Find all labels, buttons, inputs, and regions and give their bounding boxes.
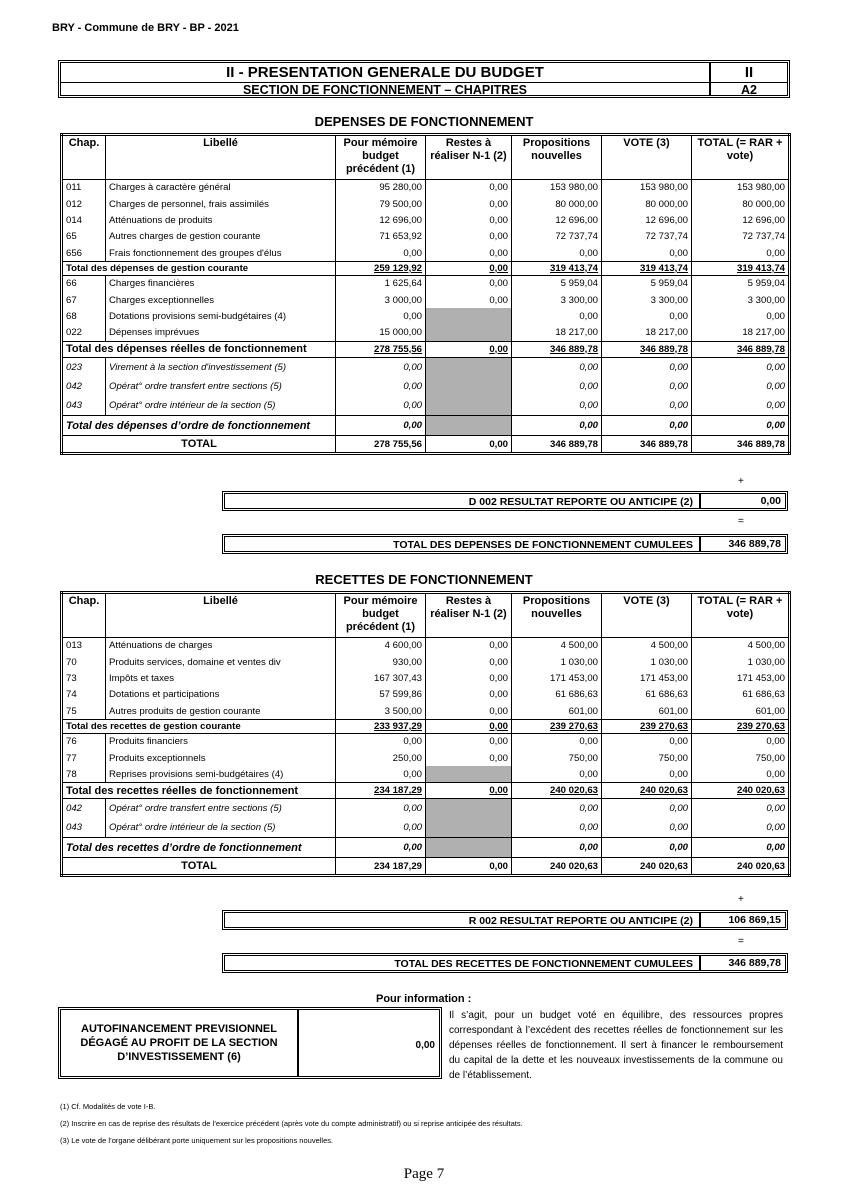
restes-value bbox=[426, 325, 512, 341]
restes-value bbox=[426, 838, 512, 858]
restes-value: 0,00 bbox=[426, 275, 512, 291]
memoire-value: 3 500,00 bbox=[336, 703, 426, 719]
propositions-value: 61 686,63 bbox=[512, 687, 602, 703]
total-row bbox=[62, 838, 790, 858]
title-code-1: II bbox=[711, 63, 787, 83]
vote-value: 80 000,00 bbox=[602, 196, 692, 212]
total-value: 0,00 bbox=[692, 396, 790, 416]
memoire-value: 79 500,00 bbox=[336, 196, 426, 212]
propositions-value: 240 020,63 bbox=[512, 783, 602, 799]
total-row bbox=[62, 719, 790, 733]
equals-sign: = bbox=[738, 516, 744, 527]
vote-value: 0,00 bbox=[602, 733, 692, 749]
chapter-code: 043 bbox=[62, 396, 106, 416]
table-row bbox=[62, 703, 790, 719]
table-row bbox=[62, 357, 790, 377]
total-value: 171 453,00 bbox=[692, 670, 790, 686]
vote-value: 346 889,78 bbox=[602, 341, 692, 357]
memoire-value: 57 599,86 bbox=[336, 687, 426, 703]
chapter-code: 013 bbox=[62, 638, 106, 654]
propositions-value: 18 217,00 bbox=[512, 325, 602, 341]
memoire-value: 0,00 bbox=[336, 377, 426, 397]
r002-box bbox=[222, 910, 788, 930]
chapter-code: 75 bbox=[62, 703, 106, 719]
propositions-value: 346 889,78 bbox=[512, 341, 602, 357]
vote-value: 0,00 bbox=[602, 245, 692, 261]
row-label: Autres charges de gestion courante bbox=[106, 229, 336, 245]
chapter-code: 67 bbox=[62, 292, 106, 308]
total-value: 240 020,63 bbox=[692, 858, 790, 876]
row-label: Virement à la section d'investissement (5) bbox=[106, 357, 336, 377]
table-row bbox=[62, 687, 790, 703]
total-value: 0,00 bbox=[692, 838, 790, 858]
restes-value: 0,00 bbox=[426, 229, 512, 245]
propositions-value: 0,00 bbox=[512, 308, 602, 324]
propositions-value: 0,00 bbox=[512, 416, 602, 436]
propositions-value: 240 020,63 bbox=[512, 858, 602, 876]
chapter-code: 77 bbox=[62, 750, 106, 766]
restes-value bbox=[426, 799, 512, 819]
memoire-value: 278 755,56 bbox=[336, 436, 426, 454]
memoire-value: 930,00 bbox=[336, 654, 426, 670]
table-row bbox=[62, 799, 790, 819]
depenses-table bbox=[60, 133, 791, 455]
row-label: Opérat° ordre intérieur de la section (5) bbox=[106, 818, 336, 838]
vote-value: 0,00 bbox=[602, 396, 692, 416]
total-label: Total des dépenses réelles de fonctionnement bbox=[62, 341, 336, 357]
memoire-value: 0,00 bbox=[336, 396, 426, 416]
memoire-value: 0,00 bbox=[336, 799, 426, 819]
chapter-code: 74 bbox=[62, 687, 106, 703]
restes-value: 0,00 bbox=[426, 733, 512, 749]
vote-value: 3 300,00 bbox=[602, 292, 692, 308]
recettes-cumul-label: TOTAL DES RECETTES DE FONCTIONNEMENT CUMULEES bbox=[394, 958, 693, 970]
row-label: Charges exceptionnelles bbox=[106, 292, 336, 308]
memoire-value: 0,00 bbox=[336, 416, 426, 436]
row-label: Atténuations de produits bbox=[106, 212, 336, 228]
header-restes: Restes à réaliser N-1 (2) bbox=[426, 593, 512, 638]
vote-value: 72 737,74 bbox=[602, 229, 692, 245]
title-box bbox=[58, 60, 790, 98]
propositions-value: 4 500,00 bbox=[512, 638, 602, 654]
memoire-value: 71 653,92 bbox=[336, 229, 426, 245]
header-total: TOTAL (= RAR + vote) bbox=[692, 135, 790, 180]
row-label: Autres produits de gestion courante bbox=[106, 703, 336, 719]
vote-value: 319 413,74 bbox=[602, 261, 692, 275]
total-label: Total des recettes réelles de fonctionnement bbox=[62, 783, 336, 799]
table-row bbox=[62, 292, 790, 308]
restes-value bbox=[426, 766, 512, 782]
table-row bbox=[62, 638, 790, 654]
memoire-value: 167 307,43 bbox=[336, 670, 426, 686]
propositions-value: 5 959,04 bbox=[512, 275, 602, 291]
restes-value bbox=[426, 416, 512, 436]
information-title: Pour information : bbox=[376, 993, 472, 1005]
memoire-value: 95 280,00 bbox=[336, 180, 426, 196]
autofinancement-box bbox=[58, 1007, 442, 1079]
header-row bbox=[62, 593, 790, 638]
plus-sign: + bbox=[738, 476, 744, 487]
d002-label: D 002 RESULTAT REPORTE OU ANTICIPE (2) bbox=[468, 496, 693, 508]
chapter-code: 656 bbox=[62, 245, 106, 261]
table-row bbox=[62, 212, 790, 228]
chapter-code: 014 bbox=[62, 212, 106, 228]
restes-value: 0,00 bbox=[426, 436, 512, 454]
memoire-value: 234 187,29 bbox=[336, 858, 426, 876]
total-value: 0,00 bbox=[692, 245, 790, 261]
memoire-value: 0,00 bbox=[336, 818, 426, 838]
chapter-code: 66 bbox=[62, 275, 106, 291]
memoire-value: 234 187,29 bbox=[336, 783, 426, 799]
propositions-value: 750,00 bbox=[512, 750, 602, 766]
row-label: Impôts et taxes bbox=[106, 670, 336, 686]
header-vote: VOTE (3) bbox=[602, 135, 692, 180]
page-number: Page 7 bbox=[403, 1166, 445, 1182]
memoire-value: 0,00 bbox=[336, 838, 426, 858]
vote-value: 0,00 bbox=[602, 377, 692, 397]
table-row bbox=[62, 308, 790, 324]
chapter-code: 68 bbox=[62, 308, 106, 324]
vote-value: 240 020,63 bbox=[602, 783, 692, 799]
restes-value: 0,00 bbox=[426, 245, 512, 261]
propositions-value: 3 300,00 bbox=[512, 292, 602, 308]
propositions-value: 72 737,74 bbox=[512, 229, 602, 245]
restes-value bbox=[426, 396, 512, 416]
total-value: 0,00 bbox=[692, 416, 790, 436]
total-value: 1 030,00 bbox=[692, 654, 790, 670]
propositions-value: 0,00 bbox=[512, 245, 602, 261]
restes-value: 0,00 bbox=[426, 341, 512, 357]
restes-value: 0,00 bbox=[426, 719, 512, 733]
propositions-value: 0,00 bbox=[512, 838, 602, 858]
memoire-value: 12 696,00 bbox=[336, 212, 426, 228]
vote-value: 0,00 bbox=[602, 838, 692, 858]
chapter-code: 76 bbox=[62, 733, 106, 749]
restes-value: 0,00 bbox=[426, 196, 512, 212]
total-value: 346 889,78 bbox=[692, 436, 790, 454]
vote-value: 171 453,00 bbox=[602, 670, 692, 686]
row-label: Produits services, domaine et ventes div bbox=[106, 654, 336, 670]
footnote: (3) Le vote de l’organe délibérant porte uniquement sur les propositions nouvelles. bbox=[60, 1136, 334, 1145]
recettes-cumul-box bbox=[222, 953, 788, 973]
total-value: 18 217,00 bbox=[692, 325, 790, 341]
vote-value: 61 686,63 bbox=[602, 687, 692, 703]
depenses-cumul-box bbox=[222, 534, 788, 554]
information-text: Il s’agit, pour un budget voté en équilibre, des ressources propres correspondant à l’excédent des recettes réelles de fonctionnement sur les dépenses réelles de fonctionnement. Il sert à financer le remboursement du capital de la dette et les nouveaux investissements de la commune ou de l’établissement. bbox=[449, 1010, 783, 1081]
propositions-value: 0,00 bbox=[512, 733, 602, 749]
grand-total-row bbox=[62, 858, 790, 876]
restes-value bbox=[426, 818, 512, 838]
vote-value: 750,00 bbox=[602, 750, 692, 766]
row-label: Reprises provisions semi-budgétaires (4) bbox=[106, 766, 336, 782]
total-value: 0,00 bbox=[692, 357, 790, 377]
table-row bbox=[62, 325, 790, 341]
restes-value: 0,00 bbox=[426, 261, 512, 275]
total-value: 240 020,63 bbox=[692, 783, 790, 799]
r002-label: R 002 RESULTAT REPORTE OU ANTICIPE (2) bbox=[468, 915, 693, 927]
total-label: Total des recettes d’ordre de fonctionnement bbox=[62, 838, 336, 858]
total-label: Total des dépenses de gestion courante bbox=[62, 261, 336, 275]
table-row bbox=[62, 377, 790, 397]
recettes-table bbox=[60, 591, 791, 877]
recettes-cumul-value: 346 889,78 bbox=[699, 956, 785, 970]
chapter-code: 70 bbox=[62, 654, 106, 670]
restes-value: 0,00 bbox=[426, 292, 512, 308]
total-value: 153 980,00 bbox=[692, 180, 790, 196]
restes-value bbox=[426, 377, 512, 397]
header-chap: Chap. bbox=[62, 135, 106, 180]
recettes-title: RECETTES DE FONCTIONNEMENT bbox=[315, 572, 533, 587]
total-value: 0,00 bbox=[692, 818, 790, 838]
sub-title: SECTION DE FONCTIONNEMENT – CHAPITRES bbox=[242, 83, 528, 97]
chapter-code: 042 bbox=[62, 799, 106, 819]
restes-value: 0,00 bbox=[426, 750, 512, 766]
memoire-value: 0,00 bbox=[336, 245, 426, 261]
depenses-title: DEPENSES DE FONCTIONNEMENT bbox=[314, 114, 534, 129]
total-value: 12 696,00 bbox=[692, 212, 790, 228]
propositions-value: 12 696,00 bbox=[512, 212, 602, 228]
propositions-value: 171 453,00 bbox=[512, 670, 602, 686]
vote-value: 0,00 bbox=[602, 308, 692, 324]
table-row bbox=[62, 654, 790, 670]
vote-value: 5 959,04 bbox=[602, 275, 692, 291]
total-value: 0,00 bbox=[692, 308, 790, 324]
vote-value: 0,00 bbox=[602, 799, 692, 819]
vote-value: 0,00 bbox=[602, 416, 692, 436]
table-row bbox=[62, 196, 790, 212]
header-memoire: Pour mémoire budget précédent (1) bbox=[336, 593, 426, 638]
table-row bbox=[62, 245, 790, 261]
total-value: 0,00 bbox=[692, 377, 790, 397]
total-row bbox=[62, 261, 790, 275]
memoire-value: 250,00 bbox=[336, 750, 426, 766]
propositions-value: 346 889,78 bbox=[512, 436, 602, 454]
table-row bbox=[62, 818, 790, 838]
title-code-2: A2 bbox=[741, 83, 757, 97]
propositions-value: 1 030,00 bbox=[512, 654, 602, 670]
table-row bbox=[62, 750, 790, 766]
propositions-value: 0,00 bbox=[512, 818, 602, 838]
header-restes: Restes à réaliser N-1 (2) bbox=[426, 135, 512, 180]
vote-value: 1 030,00 bbox=[602, 654, 692, 670]
propositions-value: 601,00 bbox=[512, 703, 602, 719]
d002-box bbox=[222, 491, 788, 511]
propositions-value: 0,00 bbox=[512, 396, 602, 416]
memoire-value: 3 000,00 bbox=[336, 292, 426, 308]
header-libelle: Libellé bbox=[106, 135, 336, 180]
total-row bbox=[62, 341, 790, 357]
autofinancement-value: 0,00 bbox=[415, 1040, 435, 1051]
restes-value: 0,00 bbox=[426, 703, 512, 719]
memoire-value: 0,00 bbox=[336, 766, 426, 782]
vote-value: 12 696,00 bbox=[602, 212, 692, 228]
restes-value: 0,00 bbox=[426, 638, 512, 654]
total-row bbox=[62, 416, 790, 436]
total-value: 750,00 bbox=[692, 750, 790, 766]
chapter-code: 043 bbox=[62, 818, 106, 838]
autofinancement-label: AUTOFINANCEMENT PREVISIONNEL DÉGAGÉ AU PROFIT DE LA SECTION D’INVESTISSEMENT (6) bbox=[61, 1010, 299, 1076]
propositions-value: 153 980,00 bbox=[512, 180, 602, 196]
header-libelle: Libellé bbox=[106, 593, 336, 638]
chapter-code: 042 bbox=[62, 377, 106, 397]
chapter-code: 73 bbox=[62, 670, 106, 686]
memoire-value: 1 625,64 bbox=[336, 275, 426, 291]
total-value: 346 889,78 bbox=[692, 341, 790, 357]
table-row bbox=[62, 229, 790, 245]
vote-value: 4 500,00 bbox=[602, 638, 692, 654]
row-label: Charges de personnel, frais assimilés bbox=[106, 196, 336, 212]
depenses-cumul-value: 346 889,78 bbox=[699, 537, 785, 551]
restes-value: 0,00 bbox=[426, 858, 512, 876]
row-label: Dépenses imprévues bbox=[106, 325, 336, 341]
restes-value: 0,00 bbox=[426, 180, 512, 196]
main-title: II - PRESENTATION GENERALE DU BUDGET bbox=[61, 63, 709, 83]
header-total: TOTAL (= RAR + vote) bbox=[692, 593, 790, 638]
header-memoire: Pour mémoire budget précédent (1) bbox=[336, 135, 426, 180]
total-value: 0,00 bbox=[692, 766, 790, 782]
propositions-value: 0,00 bbox=[512, 357, 602, 377]
total-label: Total des dépenses d’ordre de fonctionnement bbox=[62, 416, 336, 436]
total-value: 80 000,00 bbox=[692, 196, 790, 212]
header-propositions: Propositions nouvelles bbox=[512, 593, 602, 638]
total-value: 319 413,74 bbox=[692, 261, 790, 275]
memoire-value: 15 000,00 bbox=[336, 325, 426, 341]
memoire-value: 259 129,92 bbox=[336, 261, 426, 275]
vote-value: 0,00 bbox=[602, 357, 692, 377]
vote-value: 346 889,78 bbox=[602, 436, 692, 454]
table-row bbox=[62, 766, 790, 782]
restes-value: 0,00 bbox=[426, 687, 512, 703]
vote-value: 0,00 bbox=[602, 818, 692, 838]
depenses-cumul-label: TOTAL DES DEPENSES DE FONCTIONNEMENT CUMULEES bbox=[393, 539, 693, 551]
restes-value bbox=[426, 357, 512, 377]
restes-value: 0,00 bbox=[426, 212, 512, 228]
total-value: 601,00 bbox=[692, 703, 790, 719]
memoire-value: 233 937,29 bbox=[336, 719, 426, 733]
header-vote: VOTE (3) bbox=[602, 593, 692, 638]
memoire-value: 4 600,00 bbox=[336, 638, 426, 654]
row-label: Opérat° ordre transfert entre sections (5) bbox=[106, 799, 336, 819]
row-label: Charges à caractère général bbox=[106, 180, 336, 196]
table-row bbox=[62, 733, 790, 749]
memoire-value: 0,00 bbox=[336, 733, 426, 749]
vote-value: 239 270,63 bbox=[602, 719, 692, 733]
propositions-value: 0,00 bbox=[512, 799, 602, 819]
row-label: Dotations provisions semi-budgétaires (4) bbox=[106, 308, 336, 324]
header-chap: Chap. bbox=[62, 593, 106, 638]
restes-value: 0,00 bbox=[426, 783, 512, 799]
row-label: Atténuations de charges bbox=[106, 638, 336, 654]
row-label: Dotations et participations bbox=[106, 687, 336, 703]
equals-sign: = bbox=[738, 936, 744, 947]
propositions-value: 0,00 bbox=[512, 377, 602, 397]
row-label: Produits financiers bbox=[106, 733, 336, 749]
chapter-code: 012 bbox=[62, 196, 106, 212]
r002-value: 106 869,15 bbox=[699, 913, 785, 927]
memoire-value: 0,00 bbox=[336, 357, 426, 377]
total-label: TOTAL bbox=[62, 436, 336, 454]
table-row bbox=[62, 180, 790, 196]
propositions-value: 80 000,00 bbox=[512, 196, 602, 212]
row-label: Opérat° ordre intérieur de la section (5) bbox=[106, 396, 336, 416]
plus-sign: + bbox=[738, 894, 744, 905]
chapter-code: 011 bbox=[62, 180, 106, 196]
restes-value: 0,00 bbox=[426, 670, 512, 686]
vote-value: 0,00 bbox=[602, 766, 692, 782]
row-label: Produits exceptionnels bbox=[106, 750, 336, 766]
chapter-code: 022 bbox=[62, 325, 106, 341]
d002-value: 0,00 bbox=[699, 494, 785, 508]
total-value: 0,00 bbox=[692, 799, 790, 819]
memoire-value: 0,00 bbox=[336, 308, 426, 324]
memoire-value: 278 755,56 bbox=[336, 341, 426, 357]
restes-value bbox=[426, 308, 512, 324]
propositions-value: 0,00 bbox=[512, 766, 602, 782]
total-value: 72 737,74 bbox=[692, 229, 790, 245]
vote-value: 18 217,00 bbox=[602, 325, 692, 341]
propositions-value: 319 413,74 bbox=[512, 261, 602, 275]
document-header: BRY - Commune de BRY - BP - 2021 bbox=[52, 22, 239, 34]
chapter-code: 023 bbox=[62, 357, 106, 377]
vote-value: 153 980,00 bbox=[602, 180, 692, 196]
row-label: Charges financières bbox=[106, 275, 336, 291]
total-value: 0,00 bbox=[692, 733, 790, 749]
chapter-code: 65 bbox=[62, 229, 106, 245]
row-label: Opérat° ordre transfert entre sections (5) bbox=[106, 377, 336, 397]
total-label: Total des recettes de gestion courante bbox=[62, 719, 336, 733]
vote-value: 240 020,63 bbox=[602, 858, 692, 876]
table-row bbox=[62, 670, 790, 686]
total-value: 4 500,00 bbox=[692, 638, 790, 654]
table-row bbox=[62, 396, 790, 416]
total-value: 3 300,00 bbox=[692, 292, 790, 308]
vote-value: 601,00 bbox=[602, 703, 692, 719]
header-row bbox=[62, 135, 790, 180]
footnote: (1) Cf. Modalités de vote I-B. bbox=[60, 1102, 156, 1111]
grand-total-row bbox=[62, 436, 790, 454]
chapter-code: 78 bbox=[62, 766, 106, 782]
propositions-value: 239 270,63 bbox=[512, 719, 602, 733]
table-row bbox=[62, 275, 790, 291]
restes-value: 0,00 bbox=[426, 654, 512, 670]
header-propositions: Propositions nouvelles bbox=[512, 135, 602, 180]
row-label: Frais fonctionnement des groupes d'élus bbox=[106, 245, 336, 261]
footnotes bbox=[60, 1098, 523, 1149]
total-value: 61 686,63 bbox=[692, 687, 790, 703]
footnote: (2) Inscrire en cas de reprise des résultats de l’exercice précédent (après vote du compte administratif) ou si reprise anticipée des résultats. bbox=[60, 1119, 523, 1128]
total-label: TOTAL bbox=[62, 858, 336, 876]
total-value: 5 959,04 bbox=[692, 275, 790, 291]
total-row bbox=[62, 783, 790, 799]
total-value: 239 270,63 bbox=[692, 719, 790, 733]
